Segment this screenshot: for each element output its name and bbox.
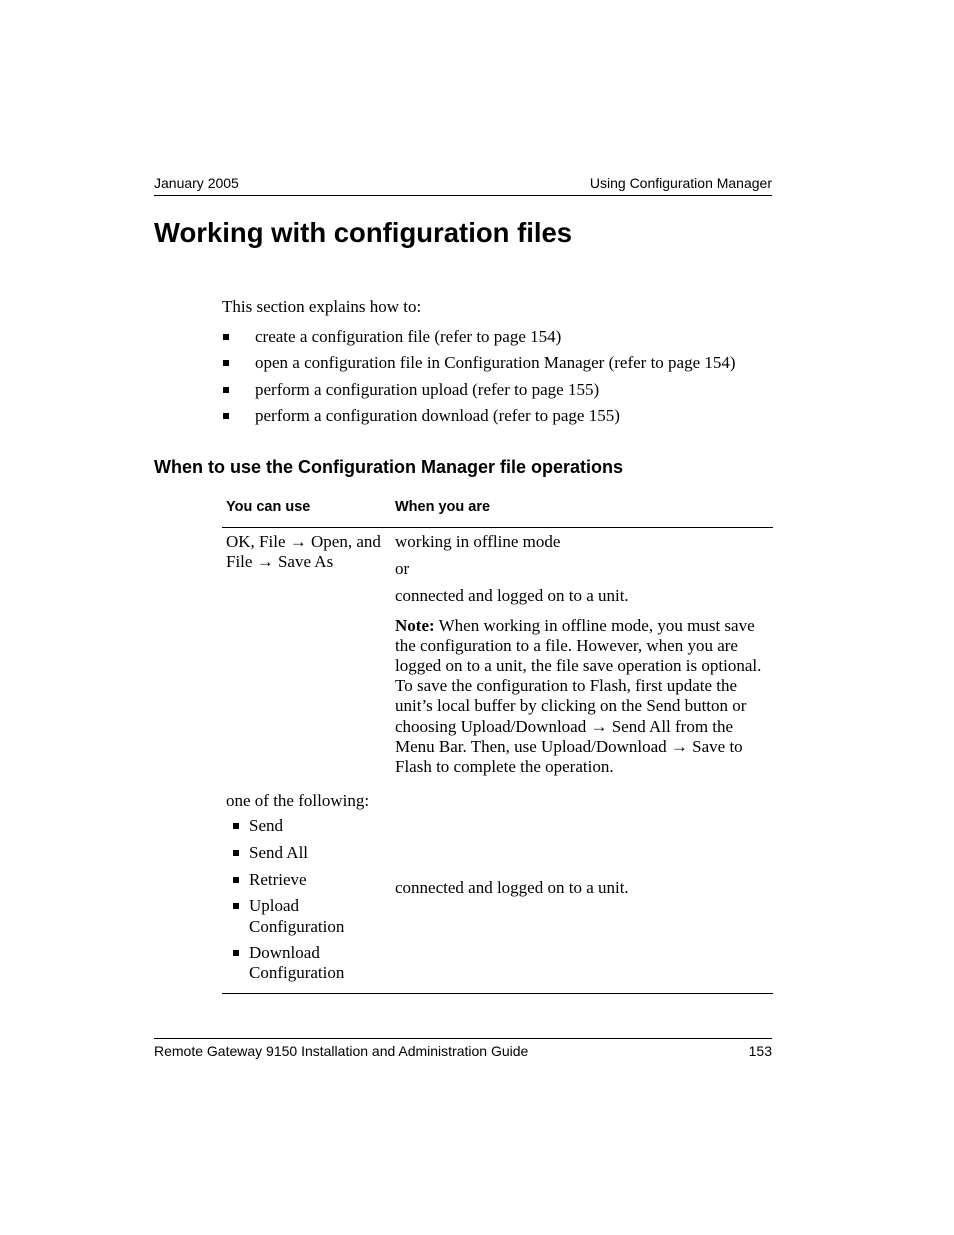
square-bullet-icon <box>233 877 239 883</box>
footer-guide-title: Remote Gateway 9150 Installation and Administration Guide <box>154 1043 529 1059</box>
condition-offline: working in offline mode <box>395 532 561 551</box>
table-header-you-can-use: You can use <box>226 499 311 515</box>
list-item: Upload Configuration <box>226 896 391 936</box>
task-list <box>222 327 736 432</box>
square-bullet-icon <box>233 903 239 909</box>
table-header-when-you-are: When you are <box>395 499 491 515</box>
header-section: Using Configuration Manager <box>589 175 772 191</box>
list-item: create a configuration file (refer to page 154) <box>222 327 736 353</box>
table-cell-conditions <box>395 532 773 777</box>
note-text: When working in offline mode, you must save the configuration to a file. However, when you are logged on to a unit, the file save operation is optional. To save the configuration to Flash, first update the unit’s local buffer by clicking on the Send button or choosing Upload/Download → Send All from the Menu Bar. Then, use Upload/Download → Save to Flash to complete the operation. <box>395 615 762 777</box>
list-item: Retrieve <box>226 870 391 890</box>
condition-or: or <box>395 559 410 579</box>
list-item: Send All <box>226 843 391 863</box>
square-bullet-icon <box>223 360 229 366</box>
square-bullet-icon <box>233 950 239 956</box>
list-item: perform a configuration upload (refer to page 155) <box>222 380 736 406</box>
condition-connected: connected and logged on to a unit. <box>395 586 629 606</box>
list-item: Download Configuration <box>226 943 391 983</box>
table-bottom-rule <box>222 993 773 994</box>
operations-list <box>226 816 391 983</box>
list-item: Send <box>226 816 391 836</box>
list-item: open a configuration file in Configuration Manager (refer to page 154) <box>222 353 736 379</box>
intro-text: This section explains how to: <box>222 297 422 316</box>
note-paragraph <box>395 616 773 778</box>
section-heading: When to use the Configuration Manager file operations <box>154 457 624 477</box>
header-date: January 2005 <box>154 175 239 191</box>
page-number: 153 <box>748 1043 772 1059</box>
square-bullet-icon <box>223 413 229 419</box>
file-operations-table <box>222 490 773 994</box>
square-bullet-icon <box>233 850 239 856</box>
table-cell-condition-connected: connected and logged on to a unit. <box>395 878 629 897</box>
operations-lead: one of the following: <box>226 791 370 810</box>
table-header-rule <box>222 527 773 528</box>
table-cell-operations: OK, File → Open, and File → Save As <box>226 532 381 572</box>
page-footer <box>154 1038 772 1061</box>
note-label: Note: <box>395 615 435 635</box>
list-item: perform a configuration download (refer to page 155) <box>222 406 736 432</box>
square-bullet-icon <box>233 823 239 829</box>
page-title: Working with configuration files <box>154 217 573 248</box>
square-bullet-icon <box>223 387 229 393</box>
table-cell-operations-list <box>226 791 391 990</box>
square-bullet-icon <box>223 334 229 340</box>
page-header <box>154 175 772 196</box>
